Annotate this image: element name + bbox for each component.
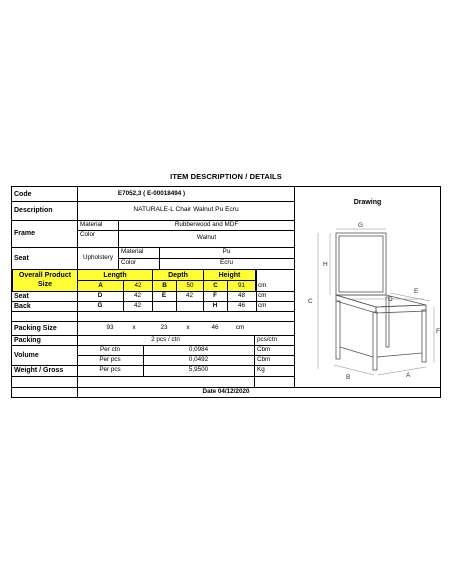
chair-leg-back-left — [336, 301, 340, 359]
drawing-title: Drawing — [353, 198, 382, 206]
drawing-label-c: C — [308, 298, 313, 305]
packing-x-1: x — [132, 323, 136, 331]
frame-color-value: Walnut — [196, 234, 217, 242]
seat-material-label: Material — [121, 248, 144, 256]
chair-leg-front-right — [422, 310, 426, 362]
size-key-c: C — [203, 280, 228, 292]
code-value: E7052,3 ( E-00018494 ) — [117, 189, 186, 197]
depth-header: Depth — [152, 269, 204, 281]
size-value-h: 46 — [237, 301, 245, 309]
packing-x-2: x — [186, 323, 190, 331]
size-key-e: E — [161, 291, 167, 299]
volume-per-ctn-value: 0,0984 — [188, 345, 209, 353]
size-key-a: A — [77, 280, 124, 292]
weight-value: 5,9500 — [188, 366, 209, 374]
frame-material-label: Material — [80, 220, 103, 228]
length-header: Length — [77, 269, 153, 281]
drawing-label-e: E — [414, 288, 419, 295]
size-value-g: 42 — [133, 301, 141, 309]
description-label: Description — [14, 207, 53, 214]
packing-label: Packing — [14, 336, 41, 344]
size-key-g: G — [97, 301, 103, 309]
size-value-b: 50 — [176, 280, 204, 292]
drawing-label-b: B — [346, 374, 351, 381]
size-unit-seat: cm — [258, 291, 267, 299]
packing-size-label: Packing Size — [14, 324, 57, 332]
seat-material-value: Pu — [222, 248, 231, 256]
page-title: ITEM DESCRIPTION / DETAILS — [170, 172, 282, 181]
chair-back-frame — [336, 233, 386, 295]
volume-per-ctn-label: Per ctn — [100, 345, 120, 353]
volume-label: Volume — [14, 351, 39, 359]
back-size-label: Back — [14, 302, 31, 310]
weight-label: Weight / Gross — [14, 367, 64, 374]
size-value-e: 42 — [185, 291, 193, 299]
date-footer: Date 04/12/2020 — [202, 387, 250, 395]
chair-leg-front-left — [373, 312, 377, 370]
drawing-label-h: H — [323, 261, 328, 268]
drawing-label-g: G — [358, 222, 364, 229]
seat-color-label: Color — [121, 259, 137, 267]
code-label: Code — [14, 190, 32, 198]
size-key-h: H — [212, 301, 218, 309]
frame-material-value: Rubberwood and MDF — [174, 220, 239, 228]
item-details-sheet — [11, 186, 441, 398]
size-value-f: 48 — [237, 291, 245, 299]
overall-size-header — [12, 269, 78, 292]
size-unit-overall: cm — [258, 281, 267, 289]
height-header: Height — [203, 269, 256, 281]
packing-unit-label: pcs/ctn — [257, 335, 277, 343]
seat-upholstery-label: Upholstery — [82, 253, 114, 261]
drawing-label-a: A — [406, 372, 411, 379]
size-value-d: 42 — [133, 291, 141, 299]
chair-drawing — [306, 217, 440, 382]
weight-per-pcs-label: Per pcs — [99, 366, 121, 374]
packing-dim-2: 23 — [160, 323, 168, 331]
volume-per-pcs-value: 0,0492 — [188, 355, 209, 363]
packing-dim-1: 93 — [106, 323, 114, 331]
frame-label: Frame — [14, 230, 36, 237]
frame-color-label: Color — [80, 230, 96, 238]
volume-per-pcs-label: Per pcs — [99, 355, 121, 363]
packing-value: 2 pcs / ctn — [151, 335, 180, 343]
seat-color-value: Ecru — [220, 259, 233, 267]
weight-unit: Kg — [257, 366, 265, 374]
size-key-f: F — [213, 291, 217, 299]
chair-back-inner — [339, 236, 383, 292]
volume-per-pcs-unit: Cbm — [257, 355, 271, 363]
size-value-a: 42 — [123, 280, 153, 292]
size-key-b: B — [152, 280, 177, 292]
chair-seat-front — [336, 295, 376, 313]
size-key-d: D — [97, 291, 103, 299]
packing-dim-3: 46 — [211, 323, 219, 331]
seat-label: Seat — [14, 254, 29, 262]
drawing-label-d: D — [388, 296, 393, 303]
size-unit-back: cm — [258, 301, 267, 309]
seat-size-label: Seat — [14, 292, 29, 300]
packing-unit: cm — [235, 323, 245, 331]
chair-seat-side — [376, 305, 426, 313]
overall-size-line1: Overall Product — [18, 272, 72, 280]
drawing-label-f: F — [436, 328, 440, 335]
overall-size-line2: Size — [37, 280, 52, 288]
description-value: NATURALE-L Chair Walnut Pu Ecru — [133, 206, 239, 214]
volume-per-ctn-unit: Cbm — [257, 345, 271, 353]
size-value-c: 91 — [227, 280, 256, 292]
chair-leg-back-right — [386, 297, 389, 347]
